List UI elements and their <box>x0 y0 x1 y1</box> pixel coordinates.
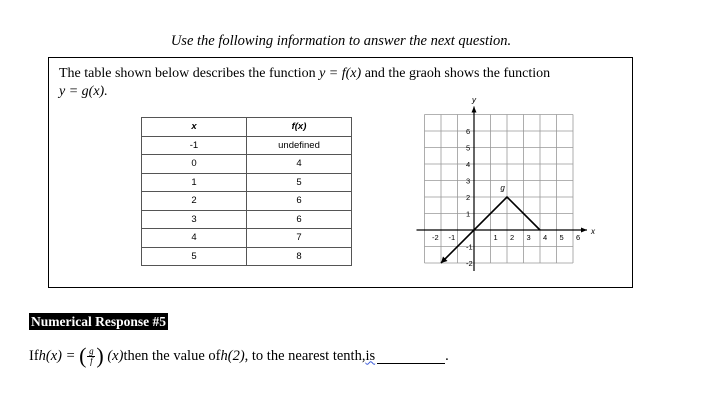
table-row <box>142 192 352 211</box>
x-tick-label: -2 <box>432 233 439 242</box>
cell-fx: 7 <box>247 229 352 248</box>
cell-x: 5 <box>142 247 247 266</box>
x-axis-arrow <box>581 228 587 233</box>
close-paren: ) <box>96 343 104 368</box>
y-axis-label: y <box>472 95 476 105</box>
table-row <box>142 210 352 229</box>
table-row <box>142 247 352 266</box>
cell-fx: 5 <box>247 173 352 192</box>
info-text-part2: and the graoh shows the function <box>361 66 551 81</box>
numerical-response-label: Numerical Response #5 <box>31 314 166 329</box>
info-text-part1: The table shown below describes the function <box>59 66 320 81</box>
cell-fx: 6 <box>247 210 352 229</box>
x-tick-label: 6 <box>576 233 581 242</box>
equation-g: y = g(x). <box>59 84 108 99</box>
header-fx: f(x) <box>247 118 352 137</box>
cell-fx: 6 <box>247 192 352 211</box>
x-tick-label: -1 <box>448 233 456 242</box>
cell-x: 3 <box>142 210 247 229</box>
fraction-g-over-f <box>87 347 95 366</box>
intro-instruction: Use the following information to answer the next question. <box>170 33 512 49</box>
q-h: h(x) = <box>38 347 76 364</box>
header-x: x <box>142 118 247 137</box>
cell-x: 0 <box>142 155 247 174</box>
info-text <box>59 65 619 101</box>
y-tick-label: -2 <box>466 259 473 268</box>
open-paren: ( <box>79 343 87 368</box>
cell-x: 4 <box>142 229 247 248</box>
equation-f: y = f(x) <box>319 66 362 81</box>
table-row <box>142 155 352 174</box>
graph-g <box>369 95 609 288</box>
table-row <box>142 136 352 155</box>
q-is: is <box>365 347 376 364</box>
answer-blank[interactable] <box>377 349 445 364</box>
table-row <box>142 173 352 192</box>
x-tick-label: 3 <box>526 233 531 242</box>
cell-x: -1 <box>142 136 247 155</box>
cell-fx: 4 <box>247 155 352 174</box>
q-h2: h(2) <box>220 347 245 364</box>
question-text <box>29 343 449 368</box>
curve-label: g <box>500 183 505 193</box>
cell-x: 2 <box>142 192 247 211</box>
y-tick-label: -1 <box>466 242 473 252</box>
x-axis-label: x <box>591 227 595 236</box>
x-tick-label: 5 <box>559 233 564 242</box>
table-header-row <box>142 118 352 137</box>
y-tick-label: 4 <box>466 160 471 169</box>
q-end: . <box>445 347 449 364</box>
q-suffix: , to the nearest tenth, <box>244 347 366 364</box>
frac-den: f <box>90 355 93 366</box>
y-tick-label: 2 <box>466 193 471 202</box>
q-prefix: If <box>29 347 39 364</box>
x-tick-label: 2 <box>510 233 515 242</box>
info-box <box>48 57 633 288</box>
y-tick-label: 1 <box>466 209 471 219</box>
function-table <box>141 117 352 266</box>
q-mid: then the value of <box>123 347 221 364</box>
y-tick-label: 5 <box>466 143 471 153</box>
cell-fx: undefined <box>247 136 352 155</box>
table-row <box>142 229 352 248</box>
y-tick-label: 6 <box>466 127 471 136</box>
cell-x: 1 <box>142 173 247 192</box>
x-tick-label: 1 <box>493 233 498 242</box>
frac-num: g <box>89 345 94 356</box>
y-tick-label: 3 <box>466 176 471 186</box>
y-axis-arrow <box>472 107 477 113</box>
x-tick-label: 4 <box>543 233 548 242</box>
q-arg: (x) <box>107 347 124 364</box>
cell-fx: 8 <box>247 247 352 266</box>
